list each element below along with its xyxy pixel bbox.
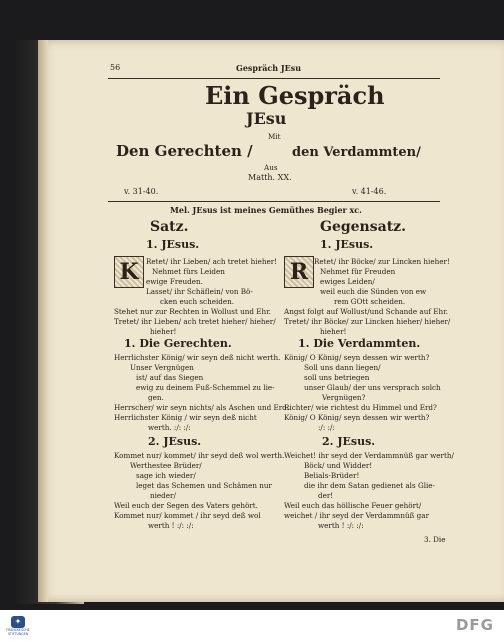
right-line: Richter/ wie richtest du Himmel und Erd? [284, 403, 437, 412]
left-line: Herrlichster König/ wir seyn deß nicht werth. [114, 353, 281, 362]
right-line: :/: :/: [318, 423, 335, 432]
right-section-2: 1. Die Verdammten. [298, 337, 421, 350]
left-section-3: 2. JEsus. [148, 435, 202, 448]
left-line: hieher! [150, 327, 177, 336]
right-line: Böck/ und Widder! [304, 461, 373, 470]
right-heading: Gegensatz. [320, 219, 406, 235]
left-line: Kommet nur/ kommet / ihr seyd deß wol [114, 511, 261, 520]
left-line: Weil euch der Segen des Vaters gehört. [114, 501, 258, 510]
left-section-1: 1. JEsus. [146, 238, 200, 251]
right-line: König/ O König/ seyn dessen wir werth? [284, 353, 430, 362]
title-right: den Verdammten/ [292, 145, 421, 160]
header-rule [108, 78, 440, 79]
right-verses: v. 41-46. [352, 187, 387, 196]
left-line: Herrlichster König / wir seyn deß nicht [114, 413, 257, 422]
right-section-1: 1. JEsus. [320, 238, 374, 251]
page-edge [38, 40, 48, 602]
left-line: gen. [148, 393, 164, 402]
left-line: werth. :/: :/: [148, 423, 191, 432]
right-line: Tretet/ ihr Böcke/ zur Lincken hieher/ hieher/ [284, 317, 451, 326]
right-line: König/ O König/ seyn dessen wir werth? [284, 413, 430, 422]
left-line: Retet/ ihr Lieben/ ach tretet hieher! [146, 257, 278, 266]
right-line: Retet/ ihr Böcke/ zur Lincken hieher! [314, 257, 450, 266]
right-line: der! [318, 491, 334, 500]
footer-bar [0, 610, 504, 641]
right-line: Soll uns dann liegen/ [304, 363, 381, 372]
catchword: 3. Die [424, 535, 446, 544]
left-heading: Satz. [150, 219, 189, 235]
right-line: weichet / ihr seyd der Verdammnüß gar [284, 511, 430, 520]
title-line-2: JEsu [246, 109, 287, 128]
left-line: cken euch scheiden. [160, 297, 235, 306]
logo-text: FRANCKESCHE STIFTUNGEN [6, 627, 30, 636]
left-line: Lasset/ ihr Schäflein/ von Bö- [146, 287, 253, 296]
left-line: Tretet/ ihr Lieben/ ach tretet hieher/ hieher/ [114, 317, 276, 326]
page-number: 56 [110, 63, 121, 72]
left-line: Nehmet fürs Leiden [152, 267, 225, 276]
logo-icon: ✦ [11, 616, 25, 628]
right-line: werth ! :/: :/: [318, 521, 364, 530]
right-line: Weil euch das höllische Feuer gehört/ [284, 501, 422, 510]
right-section-3: 2. JEsus. [322, 435, 376, 448]
title-aus: Aus [264, 163, 278, 172]
right-line: die ihr dem Satan gedienet als Glie- [304, 481, 435, 490]
left-line: sage ich wieder/ [136, 471, 196, 480]
right-line: Angst folgt auf Wollust/und Schande auf Ehr. [284, 307, 449, 316]
left-line: Stehet nur zur Rechten in Wollust und Ehr. [114, 307, 272, 316]
left-line: ewig zu deinem Fuß-Schemmel zu lie- [136, 383, 275, 392]
title-line-1: Ein Gespräch [205, 81, 385, 110]
verse-rule [108, 201, 440, 202]
left-line: Unser Vergnügen [130, 363, 194, 372]
melody-line: Mel. JEsus ist meines Gemüthes Begier xc. [170, 205, 362, 215]
right-line: soll uns betriegen [304, 373, 370, 382]
source-ref: Matth. XX. [248, 173, 292, 182]
left-initial-cap: K [114, 256, 144, 288]
left-section-2: 1. Die Gerechten. [124, 337, 232, 350]
running-head: Gespräch JEsu [236, 63, 302, 73]
left-line: Herrscher/ wir seyn nichts/ als Aschen und Erd. [114, 403, 290, 412]
right-line: unser Glaub/ der uns versprach solch [304, 383, 441, 392]
right-initial-cap: R [284, 256, 314, 288]
left-line: Werthestee Brüder/ [130, 461, 202, 470]
left-line: nieder/ [150, 491, 176, 500]
dfg-logo[interactable]: DFG [455, 616, 494, 634]
right-line: Weichet! ihr seyd der Verdammnüß gar werth/ [284, 451, 454, 460]
left-line: leget das Schemen und Schämen nur [136, 481, 272, 490]
institution-logo[interactable] [4, 613, 32, 639]
right-line: Nehmet für Freuden [320, 267, 396, 276]
right-line: Belials-Brüder! [304, 471, 360, 480]
right-line: rem GOtt scheiden. [334, 297, 406, 306]
title-left: Den Gerechten / [116, 142, 253, 160]
right-line: Vergnügen? [322, 393, 366, 402]
left-line: Kommet nur/ kommet/ ihr seyd deß wol werth. [114, 451, 285, 460]
left-line: ist/ auf das Siegen [136, 373, 204, 382]
title-mit: Mit [268, 132, 281, 141]
right-line: hieher! [320, 327, 347, 336]
right-line: weil euch die Sünden von ew [320, 287, 427, 296]
right-line: ewiges Leiden/ [320, 277, 375, 286]
left-line: ewige Freuden. [146, 277, 203, 286]
left-line: werth ! :/: :/: [148, 521, 194, 530]
left-verses: v. 31-40. [124, 187, 159, 196]
